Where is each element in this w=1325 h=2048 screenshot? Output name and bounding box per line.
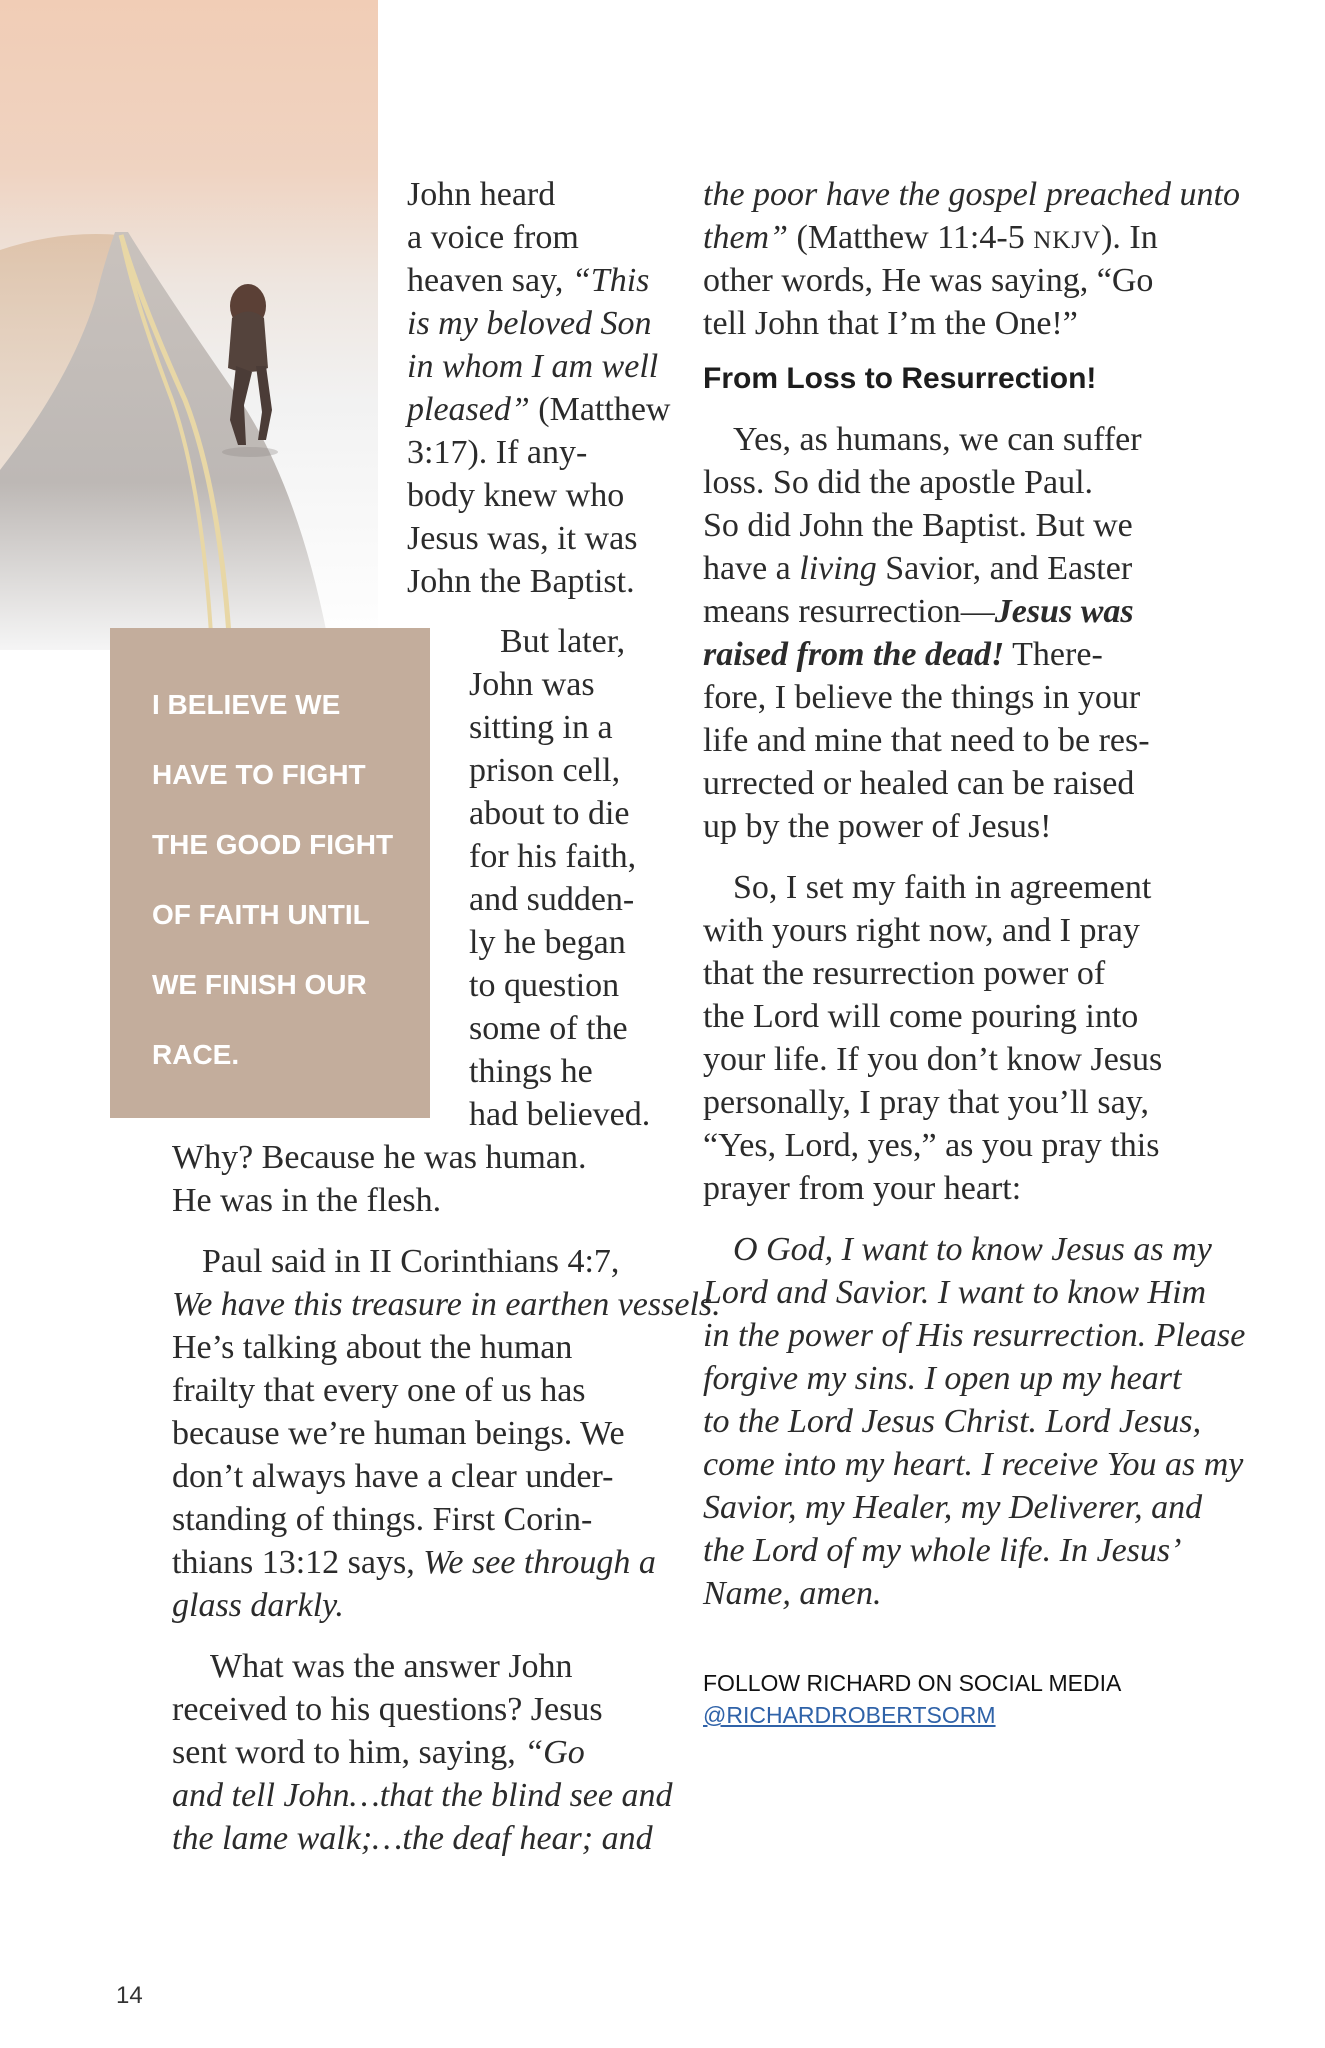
- text-line: and sudden-: [469, 881, 635, 918]
- pull-quote: [110, 628, 430, 1118]
- text-line: glass darkly.: [172, 1587, 344, 1624]
- prayer-line: Lord and Savior. I want to know Him: [703, 1274, 1207, 1311]
- text-line: ly he began: [469, 924, 626, 961]
- pull-quote-line: RACE.: [152, 1039, 240, 1070]
- text-line: your life. If you don’t know Jesus: [703, 1041, 1163, 1078]
- text-line: Paul said in II Corinthians 4:7,: [202, 1243, 620, 1280]
- text-line: “Yes, Lord, yes,” as you pray this: [703, 1127, 1160, 1164]
- text-line: some of the: [469, 1010, 628, 1047]
- prayer-line: Name, amen.: [703, 1575, 882, 1612]
- prayer-line: the Lord of my whole life. In Jesus’: [703, 1532, 1182, 1569]
- text-line: But later,: [500, 623, 626, 660]
- text-line: received to his questions? Jesus: [172, 1691, 603, 1728]
- text-line: other words, He was saying, “Go: [703, 262, 1154, 299]
- section-heading: From Loss to Resurrection!: [703, 362, 1097, 395]
- text-line: 3:17). If any-: [407, 434, 588, 471]
- text-line: and tell John…that the blind see and: [172, 1777, 673, 1814]
- text-line: body knew who: [407, 477, 625, 514]
- text-line: pleased” (Matthew: [407, 391, 671, 428]
- text-line: sent word to him, saying, “Go: [172, 1734, 585, 1771]
- text-line: John was: [469, 666, 595, 703]
- prayer-line: in the power of His resurrection. Please: [703, 1317, 1246, 1354]
- text-line: standing of things. First Corin-: [172, 1501, 593, 1538]
- prayer-line: to the Lord Jesus Christ. Lord Jesus,: [703, 1403, 1202, 1440]
- text-line: things he: [469, 1053, 593, 1090]
- text-line: life and mine that need to be res-: [703, 722, 1150, 759]
- pull-quote-line: WE FINISH OUR: [152, 969, 367, 1000]
- prayer-line: Savior, my Healer, my Deliverer, and: [703, 1489, 1203, 1526]
- text-line: Why? Because he was human.: [172, 1139, 587, 1176]
- text-line: urrected or healed can be raised: [703, 765, 1135, 802]
- text-line: So, I set my faith in agreement: [733, 869, 1152, 906]
- text-line: prayer from your heart:: [703, 1170, 1022, 1207]
- text-line: Jesus was, it was: [407, 520, 638, 557]
- text-line: fore, I believe the things in your: [703, 679, 1141, 716]
- text-line: We have this treasure in earthen vessels.: [172, 1286, 721, 1323]
- text-line: up by the power of Jesus!: [703, 808, 1052, 845]
- text-line: had believed.: [469, 1096, 651, 1133]
- prayer-line: forgive my sins. I open up my heart: [703, 1360, 1182, 1397]
- road-illustration: [0, 0, 378, 650]
- text-line: prison cell,: [469, 752, 621, 789]
- follow-label: FOLLOW RICHARD ON SOCIAL MEDIA: [703, 1670, 1122, 1696]
- text-line: Yes, as humans, we can suffer: [733, 421, 1142, 458]
- pull-quote-line: I BELIEVE WE: [152, 689, 341, 720]
- text-line: personally, I pray that you’ll say,: [703, 1084, 1149, 1121]
- prayer-line: come into my heart. I receive You as my: [703, 1446, 1244, 1483]
- text-line: the poor have the gospel preached unto: [703, 176, 1240, 213]
- text-line: about to die: [469, 795, 630, 832]
- pull-quote-line: THE GOOD FIGHT: [152, 829, 394, 860]
- text-line: He’s talking about the human: [172, 1329, 573, 1366]
- text-line: for his faith,: [469, 838, 637, 875]
- prayer-line: O God, I want to know Jesus as my: [733, 1231, 1212, 1268]
- text-line: the lame walk;…the deaf hear; and: [172, 1820, 653, 1857]
- text-line: tell John that I’m the One!”: [703, 305, 1078, 342]
- text-line: have a living Savior, and Easter: [703, 550, 1133, 587]
- text-line: raised from the dead! There-: [703, 636, 1103, 673]
- text-line: frailty that every one of us has: [172, 1372, 586, 1409]
- text-line: the Lord will come pouring into: [703, 998, 1139, 1035]
- pull-quote-line: HAVE TO FIGHT: [152, 759, 366, 790]
- text-line: sitting in a: [469, 709, 613, 746]
- text-line: What was the answer John: [210, 1648, 573, 1685]
- text-line: with yours right now, and I pray: [703, 912, 1140, 949]
- road-photo: [0, 0, 378, 650]
- page-number: 14: [116, 1982, 143, 2009]
- text-line: a voice from: [407, 219, 579, 256]
- text-line: to question: [469, 967, 620, 1004]
- text-line: John heard: [407, 176, 556, 213]
- text-line: that the resurrection power of: [703, 955, 1106, 992]
- text-line: John the Baptist.: [407, 563, 635, 600]
- text-line: So did John the Baptist. But we: [703, 507, 1133, 544]
- text-line: is my beloved Son: [407, 305, 652, 342]
- text-line: them” (Matthew 11:4-5 NKJV). In: [703, 219, 1158, 256]
- text-line: thians 13:12 says, We see through a: [172, 1544, 656, 1581]
- text-line: loss. So did the apostle Paul.: [703, 464, 1094, 501]
- text-line: He was in the flesh.: [172, 1182, 442, 1219]
- pull-quote-line: OF FAITH UNTIL: [152, 899, 370, 930]
- social-handle-link[interactable]: @RICHARDROBERTSORM: [703, 1702, 996, 1728]
- text-line: don’t always have a clear under-: [172, 1458, 614, 1495]
- text-line: because we’re human beings. We: [172, 1415, 625, 1452]
- text-line: in whom I am well: [407, 348, 659, 385]
- text-line: means resurrection—Jesus was: [703, 593, 1134, 630]
- text-line: heaven say, “This: [407, 262, 650, 299]
